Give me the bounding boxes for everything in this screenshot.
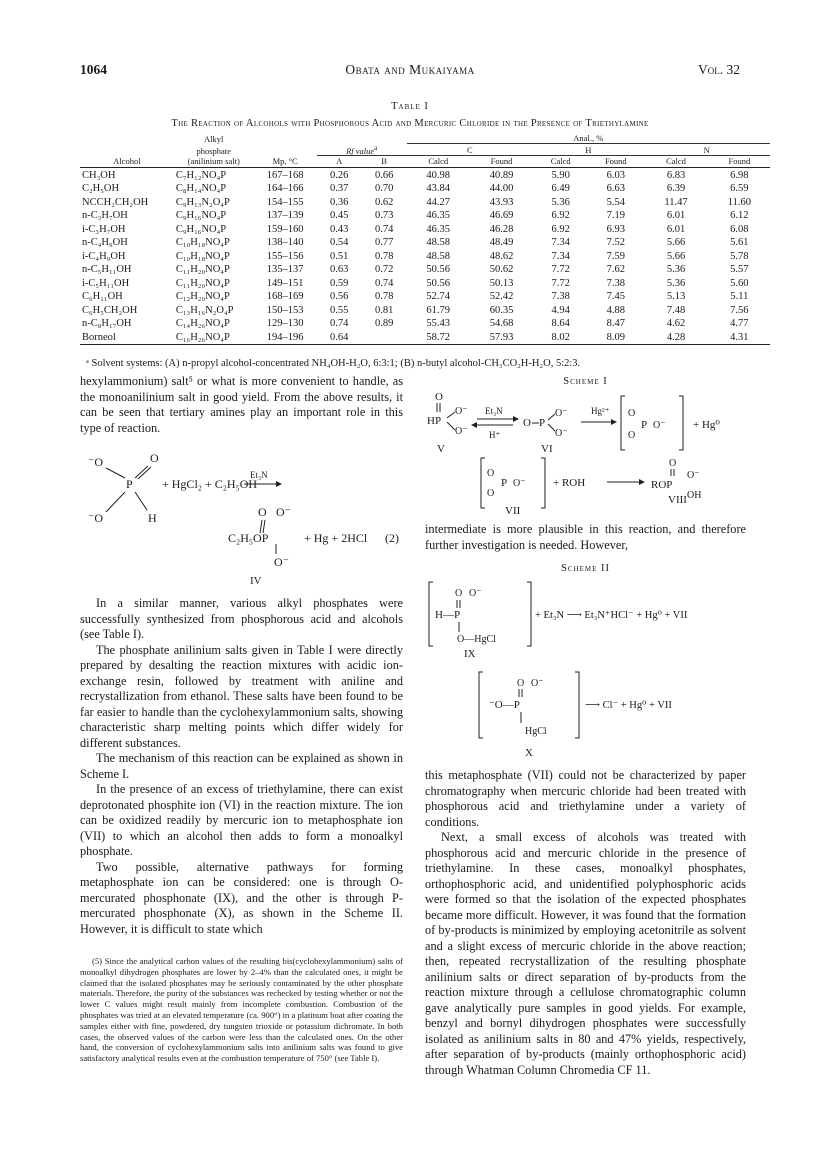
table-cell: 194–196 (254, 330, 317, 344)
s1-vii2-o1: O (487, 468, 495, 479)
header-alkyl: Alkyl (204, 133, 224, 144)
table-cell: 6.08 (730, 223, 749, 235)
table-cell: 150–153 (266, 304, 304, 316)
table-cell: 154–155 (266, 196, 304, 208)
table-cell: 137–139 (266, 210, 304, 222)
header-anal: Anal., % (407, 133, 770, 144)
s1-label-v: V (437, 443, 445, 455)
table-cell: 7.19 (606, 210, 625, 222)
s1-label-vii: VII (505, 505, 521, 516)
table-label: Table I (391, 101, 429, 112)
eq-prod-o: O (258, 505, 267, 519)
paragraph: intermediate is more plausible in this reaction, and therefore further investigation is needed. However, (425, 522, 746, 552)
table-cell: 4.77 (730, 318, 749, 330)
table-cell: 5.78 (730, 250, 749, 262)
paragraph: In a similar manner, various alkyl phosphates were successfully synthesized from phosphorous acid and alcohols (see Table I). (80, 596, 403, 641)
table-cell: 40.89 (489, 169, 514, 181)
table-cell: 135–137 (266, 264, 304, 276)
left-text-body (80, 596, 403, 937)
paragraph: Two possible, alternative pathways for forming metaphosphate ion can be considered: one is through O-mercurated phosphonate (IX), and the other is through P-mercurated phosphonate (X), as shown in the Scheme II. However, it is difficult to state which (80, 859, 403, 936)
table-row (80, 290, 770, 304)
table-cell: 0.43 (330, 223, 349, 235)
table-cell: 5.13 (666, 291, 686, 303)
s2-ix-ohg: O—HgCl (457, 634, 496, 645)
header-h-found: Found (588, 156, 643, 168)
table-cell: 7.48 (666, 304, 686, 316)
table-cell: 0.77 (374, 237, 394, 249)
table-cell: 7.59 (606, 250, 625, 262)
s1-viii-oh: OH (687, 490, 702, 501)
s1-hg2: Hg²⁺ (591, 406, 610, 416)
table-cell: n-C₅H₁₁OH (82, 264, 132, 276)
table-cell: 5.36 (551, 196, 570, 208)
table-cell: C₂H₅OH (82, 183, 120, 195)
header-h-calcd: Calcd (533, 156, 588, 168)
header-n: N (643, 144, 770, 156)
s2-x-o: O (517, 678, 525, 689)
header-n-calcd: Calcd (643, 156, 708, 168)
table-cell: 7.56 (730, 304, 749, 316)
table-cell: 11.60 (727, 196, 751, 208)
table-cell: 50.56 (426, 277, 451, 289)
paragraph: Next, a small excess of alcohols was treated with phosphorous acid and mercuric chloride in the presence of triethylamine. In these cases, monoalkyl phosphates, orthophosphoric acid, and unidentified polyphosphoric acids were formed so that the isolation of the expected phosphates became more difficult. However, it was found that the formation of by-products is minimized by employing acetonitrile as solvent and a slight excess of mercuric chloride in the above reaction; then, repeated recrystallization of the resulting phosphate anilinium salts or direct separation of by-products from the reaction mixture through a cellulose chromatographic column gave analytically pure samples in good yields. For example, benzyl and bornyl dihydrogen phosphates were successfully isolated as anilinium salts in 80 and 47% yields, respectively, after separation of by-products (mainly orthophosphoric acid) through Whatman Column Chromedia CF 11. (425, 830, 746, 1077)
eq-prod-o-minus-2: O⁻ (274, 555, 289, 569)
table-cell: 0.89 (374, 318, 394, 330)
s1-v-o: O (435, 391, 443, 403)
table-cell: 0.64 (317, 330, 362, 344)
table-cell: C₉H₁₆NO₄P (175, 210, 227, 222)
s1-plus-hg0: + Hg⁰ (693, 419, 720, 431)
table-cell: C₇H₁₂NO₄P (175, 169, 227, 181)
scheme-2 (425, 576, 746, 766)
s2-ix-h: H—P (435, 609, 461, 621)
s1-hplus: H⁺ (489, 430, 501, 440)
table-cell: C₆H₅CH₂OH (82, 304, 138, 316)
table-cell: C₁₄H₂₆NO₄P (175, 318, 230, 330)
table-cell: C₉H₁₆NO₄P (175, 223, 227, 235)
s1-vi-om1: O⁻ (555, 408, 568, 419)
table-cell: 11.47 (664, 196, 688, 208)
table-cell: i-C₄H₉OH (82, 250, 126, 262)
table-row (80, 249, 770, 263)
table-cell: 44.00 (489, 183, 514, 195)
table-cell: 155–156 (266, 250, 304, 262)
table-cell: n-C₄H₉OH (82, 237, 128, 249)
table-cell: 61.79 (426, 304, 451, 316)
table-cell: 6.92 (551, 223, 570, 235)
table-cell: 48.58 (426, 237, 451, 249)
table-cell: 0.78 (374, 250, 394, 262)
table-cell: 6.39 (666, 183, 686, 195)
s1-v-om: O⁻ (455, 406, 468, 417)
table-cell: 164–166 (266, 183, 304, 195)
header-mp: Mp, °C (254, 156, 317, 168)
s1-viii-o: O (669, 458, 677, 469)
table-cell: 0.36 (330, 196, 349, 208)
s1-vii-o1: O (628, 408, 636, 419)
s2-label-x: X (525, 747, 533, 759)
table-cell: 54.68 (489, 318, 514, 330)
table-cell: 4.88 (606, 304, 625, 316)
table-cell: 138–140 (266, 237, 304, 249)
table-cell: 6.92 (551, 210, 570, 222)
s1-vii-om: O⁻ (653, 420, 666, 431)
header-h: H (533, 144, 643, 156)
paragraph: The phosphate anilinium salts given in Table I were directly prepared by desalting the reaction mixtures with acidic ion-exchange resin, followed by treatment with aniline and recrystallization from ethanol. These salts have been found to be far easier to handle than the cyclohexylammonium salts, showing characteristic sharp melting points which differ widely for different substances. (80, 642, 403, 750)
table-cell: 6.01 (666, 210, 686, 222)
s1-vii2-p: P (501, 477, 508, 489)
table-cell: 7.38 (551, 291, 570, 303)
table-cell: 7.38 (606, 277, 625, 289)
table-cell: n-C₈H₁₇OH (82, 318, 132, 330)
table-cell: 4.62 (666, 318, 686, 330)
s1-viii-rop: ROP (651, 479, 673, 491)
table-cell: C₁₆H₂₆NO₄P (174, 330, 254, 344)
eq-number: (2) (385, 531, 399, 545)
table-cell: 5.57 (730, 264, 749, 276)
table-cell: 46.35 (426, 210, 451, 222)
table-cell: 0.78 (374, 291, 394, 303)
s1-vii-o2: O (628, 430, 636, 441)
table-cell: 48.49 (489, 237, 514, 249)
table-cell: 52.74 (426, 291, 451, 303)
table-cell: 0.74 (330, 318, 349, 330)
running-head-authors: Obata and Mukaiyama (345, 62, 475, 77)
table-row (80, 168, 770, 182)
table-cell: 7.62 (606, 264, 625, 276)
eq-o-minus: ⁻O (88, 455, 103, 469)
table-cell: 0.74 (374, 277, 394, 289)
table-cell: 0.37 (330, 183, 349, 195)
table-row (80, 317, 770, 331)
table-cell: 46.35 (426, 223, 451, 235)
compound-label-viii: VIII (668, 494, 687, 506)
table-cell: 5.90 (551, 169, 570, 181)
table-cell: C₁₀H₁₈NO₄P (175, 237, 230, 249)
table-cell: 7.45 (606, 291, 625, 303)
table-row (80, 209, 770, 223)
table-cell: 5.36 (666, 264, 686, 276)
table-cell: 7.34 (551, 250, 570, 262)
eq-catalyst: Et₃N (250, 470, 268, 480)
table-cell: 40.98 (426, 169, 451, 181)
table-cell (362, 330, 407, 344)
right-text-top (425, 522, 746, 553)
eq-prod-left: C₂H₅OP (228, 531, 269, 545)
s2-ix-om: O⁻ (469, 588, 482, 599)
table-cell: 48.62 (489, 250, 514, 262)
table-cell: C₁₂H₂₀NO₄P (175, 291, 230, 303)
table-cell: 4.28 (643, 330, 708, 344)
header-salt: (anilinium salt) (174, 156, 254, 168)
s1-vii2-o2: O (487, 488, 495, 499)
table-row (80, 222, 770, 236)
table-cell: C₆H₁₁OH (82, 291, 123, 303)
s1-label-vi: VI (541, 443, 553, 455)
table-cell: 55.43 (426, 318, 451, 330)
footnote-text: (5) Since the analytical carbon values of the resulting bis(cyclohexylammonium) salts of monoalkyl dihydrogen phosphates are lower by 2–4% than the calculated ones, it might be claimed that the isolated phosphates may be seriously contaminated by the other phosphate materials. Therefore, the purity of the substances was rechecked by testing whether or not the lower C values might result mainly from incomplete combustion. Combustion of the phosphates was tried at an elevated temperature (ca. 900°) in a platinum boat after coating the samples either with fine, powdered, dry tungsten trioxide or potassium dichromate. In both cases, the observed values of the carbon were less than the calculated ones. On the other hand, the conversion of cyclohexylammonium salts into anilinium salts was found to give satisfactory analytical results even at the combustion temperature of 750° (see Table I). (80, 956, 403, 1064)
header-rf: Rf value$^a$ (317, 144, 407, 156)
eq-prod-right: + Hg + 2HCl (304, 531, 368, 545)
table-cell: 46.28 (489, 223, 514, 235)
table-row (80, 182, 770, 196)
table-footnote: ᵃ Solvent systems: (A) n-propyl alcohol-concentrated NH₄OH-H₂O, 6:3:1; (B) n-butyl alcohol-CH₃CO₂H-H₂O, 5:2:3. (86, 358, 581, 369)
s2-x-hg: HgCl (525, 726, 547, 737)
table-cell: C₁₁H₂₀NO₄P (175, 277, 230, 289)
table-cell: 0.62 (374, 196, 394, 208)
table-cell: 5.66 (666, 250, 686, 262)
compound-label-iv: IV (250, 575, 262, 587)
table-cell: 6.63 (606, 183, 625, 195)
table-cell: 57.93 (470, 330, 533, 344)
table-cell: 6.59 (730, 183, 749, 195)
s1-v-hp: HP (427, 415, 442, 427)
eq-p: P (126, 477, 133, 491)
table-cell: 5.36 (666, 277, 686, 289)
table-cell: 0.81 (374, 304, 394, 316)
s1-et3n: Et₃N (485, 406, 503, 416)
table-cell: 5.60 (730, 277, 749, 289)
table-cell: 168–169 (266, 291, 304, 303)
header-c-calcd: Calcd (407, 156, 470, 168)
table-cell: 0.26 (330, 169, 349, 181)
table-cell: 149–151 (266, 277, 304, 289)
s1-plus-roh: + ROH (553, 477, 586, 489)
table-cell: Borneol (80, 330, 174, 344)
table-cell: 52.42 (489, 291, 514, 303)
table-cell: 7.52 (606, 237, 625, 249)
header-n-found: Found (709, 156, 770, 168)
table-cell: i-C₅H₁₁OH (82, 277, 130, 289)
table-cell: 7.72 (551, 264, 570, 276)
table-cell: 58.72 (407, 330, 470, 344)
eq-prod-o-minus: O⁻ (276, 505, 291, 519)
table-cell: 159–160 (266, 223, 304, 235)
table-cell: 4.31 (709, 330, 770, 344)
paragraph: this metaphosphate (VII) could not be characterized by paper chromatography when mercuric chloride had been treated with phosphorous acid and triethylamine under a variety of conditions. (425, 768, 746, 829)
table-cell: 6.03 (606, 169, 625, 181)
table-body (80, 168, 770, 345)
page-number: 1064 (80, 62, 107, 77)
table-cell: 0.51 (330, 250, 349, 262)
table-cell: 50.62 (489, 264, 514, 276)
table-cell: 0.66 (374, 169, 394, 181)
table-cell: 43.84 (426, 183, 451, 195)
table-cell: C₁₀H₁₈NO₄P (175, 250, 230, 262)
table-row (80, 303, 770, 317)
table-cell: 167–168 (266, 169, 304, 181)
eq-o-minus-2: ⁻O (88, 511, 103, 525)
header-a: A (317, 156, 362, 168)
table-cell: 5.11 (730, 291, 749, 303)
header-c-found: Found (470, 156, 533, 168)
s2-x-rhs: ⟶ Cl⁻ + Hg⁰ + VII (585, 700, 672, 711)
table-cell: 6.49 (551, 183, 570, 195)
table-cell: 6.83 (666, 169, 686, 181)
table-cell: 0.74 (374, 223, 394, 235)
s1-vii-p: P (641, 419, 648, 431)
header-c: C (407, 144, 534, 156)
table-row (80, 195, 770, 209)
paragraph: hexylammonium) salt⁵ or what is more convenient to handle, as the monoanilinium salt in good yield. From the above results, it can be seen that tertiary amines play an important role in this type of reaction. (80, 374, 403, 435)
table-cell: 6.93 (606, 223, 625, 235)
table-cell: 50.56 (426, 264, 451, 276)
table-cell: 48.58 (426, 250, 451, 262)
table-cell: C₁₁H₂₀NO₄P (175, 264, 230, 276)
s1-viii-om: O⁻ (687, 470, 700, 481)
table-cell: 5.54 (606, 196, 625, 208)
table-cell: 0.56 (330, 291, 349, 303)
table-cell: 6.12 (730, 210, 749, 222)
right-text-body (425, 768, 746, 1078)
footnote-5 (80, 956, 403, 1064)
table-cell: i-C₃H₇OH (82, 223, 126, 235)
table-cell: 0.54 (330, 237, 349, 249)
table-cell: 5.66 (666, 237, 686, 249)
table-cell: 0.59 (330, 277, 349, 289)
table-cell: 4.94 (551, 304, 570, 316)
table-row (80, 276, 770, 290)
table-cell: 5.61 (730, 237, 749, 249)
table-cell: 0.45 (330, 210, 349, 222)
table-cell: 6.98 (730, 169, 749, 181)
table-cell: 129–130 (266, 318, 304, 330)
s1-v-om2: O⁻ (455, 426, 468, 437)
table-cell: 0.63 (330, 264, 349, 276)
s2-ix-o: O (455, 588, 463, 599)
table-row (80, 263, 770, 277)
s1-vi-o: O (523, 417, 531, 429)
left-text-top (80, 374, 403, 436)
table-cell: 0.72 (374, 264, 394, 276)
table-cell: CH₃OH (82, 169, 116, 181)
table-cell: NCCH₂CH₂OH (82, 196, 149, 208)
table-cell: 0.70 (374, 183, 394, 195)
compound-label-ix: IX (464, 648, 476, 660)
header-b: B (362, 156, 407, 168)
equation-2 (80, 440, 405, 575)
paragraph: The mechanism of this reaction can be explained as shown in Scheme I. (80, 751, 403, 781)
table-cell: 7.34 (551, 237, 570, 249)
table-cell: n-C₃H₇OH (82, 210, 128, 222)
table-caption: The Reaction of Alcohols with Phosphorous Acid and Mercuric Chloride in the Presence of Triethylamine (171, 118, 649, 129)
table-cell: C₉H₁₃N₂O₄P (175, 196, 230, 208)
table-cell: 46.69 (489, 210, 514, 222)
paragraph: In the presence of an excess of triethylamine, there can exist deprotonated phosphite ion (VI) in the reaction mixture. The ion can be oxidized readily by mercuric ion to metaphosphate ion (VII) to which an alcohol then adds to form a monoalkyl phosphate. (80, 782, 403, 858)
journal-volume: Vol. 32 (698, 62, 740, 77)
table-cell: C₈H₁₄NO₄P (175, 183, 227, 195)
s2-ix-rhs: + Et₃N ⟶ Et₃N⁺HCl⁻ + Hg⁰ + VII (535, 610, 688, 621)
table-cell: C₁₃H₁₆N₂O₄P (175, 304, 234, 316)
eq-reagents: + HgCl₂ + C₂H₅OH (162, 477, 258, 491)
s1-vii2-om: O⁻ (513, 478, 526, 489)
s1-vi-p: P (539, 417, 546, 429)
table-cell: 8.02 (533, 330, 588, 344)
table-cell: 6.01 (666, 223, 686, 235)
s2-x-left: ⁻O—P (489, 699, 520, 711)
table-cell: 8.09 (588, 330, 643, 344)
header-phosphate: phosphate (196, 145, 231, 156)
eq-h: H (148, 511, 157, 525)
scheme-1 (425, 388, 746, 516)
table-row (80, 330, 770, 344)
s2-x-om: O⁻ (531, 678, 544, 689)
table-cell: 0.73 (374, 210, 394, 222)
scheme-2-title: Scheme II (561, 563, 610, 574)
table-cell: 50.13 (489, 277, 514, 289)
table-cell: 8.47 (606, 318, 625, 330)
table-cell: 0.55 (330, 304, 349, 316)
s1-vi-om2: O⁻ (555, 428, 568, 439)
table-cell: 43.93 (489, 196, 514, 208)
header-alcohol: Alcohol (80, 156, 174, 168)
table-cell: 7.72 (551, 277, 570, 289)
table-cell: 8.64 (551, 318, 570, 330)
table-cell: 44.27 (426, 196, 451, 208)
table-cell: 60.35 (489, 304, 514, 316)
data-table (80, 133, 770, 345)
table-row (80, 236, 770, 250)
scheme-1-title: Scheme I (563, 376, 608, 387)
eq-o: O (150, 451, 159, 465)
